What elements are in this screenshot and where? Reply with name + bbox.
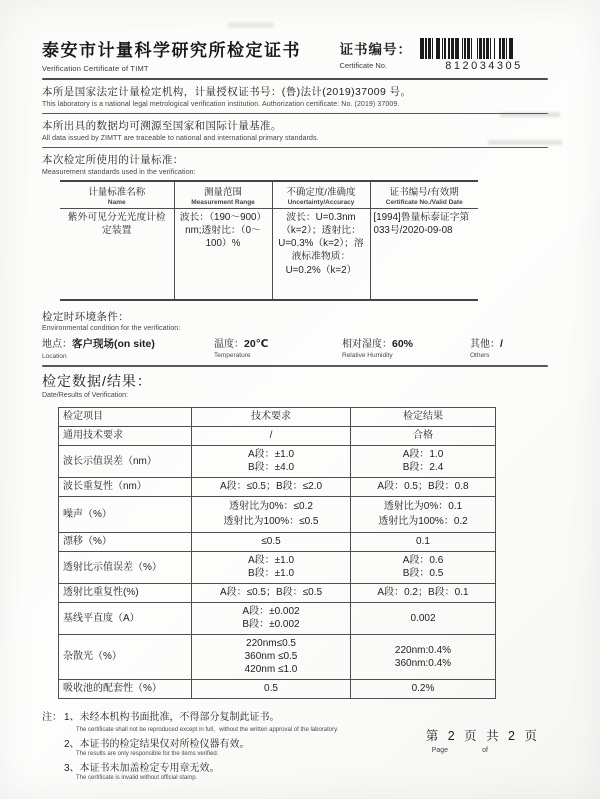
statement-traceability-en: All data issued by ZIMTT are traceable to national and international primary standards. [42,134,319,142]
value-line: 透射比为100%：0.2 [378,516,468,528]
divider [42,113,548,115]
certificate-number-block [340,38,549,72]
standards-col-uncertainty-cn: 不确定度/准确度 [286,186,356,198]
value-line: B段：0.5 [402,568,444,580]
environment-others [470,335,548,360]
value-line: 透射比为0%：≤0.2 [229,501,313,513]
value-line: A段：1.0 [402,449,444,461]
statement-authorization-cn: 本所是国家法定计量检定机构，计量授权证书号：(鲁)法计(2019)37009 号。 [42,86,412,98]
page-indicator-cn: 第 2 页 共 2 页 [425,728,540,743]
result-item: 吸收池的配套性（%） [59,679,192,698]
environment-humidity-text: 60% [392,338,414,351]
results-col-requirement: 技术要求 [192,407,351,426]
standards-table-row [60,208,478,300]
environment-heading-cn: 检定时环境条件： [42,310,130,323]
result-item: 波长重复性（nm） [59,477,192,496]
result-requirement [192,532,351,551]
standards-col-range-cn: 测量范围 [203,186,242,198]
note-en: The results are only responsible for the items verified. [76,750,219,757]
environment-temperature-value [214,335,342,350]
standard-certno-cell: [1994]鲁量标泰证字第033号/2020-09-08 [370,208,478,300]
result-requirement [192,445,351,477]
note-en: The certificate is invalid without official stamp. [76,774,198,781]
certificate-number-value: 812034305 [445,60,523,72]
divider [42,365,548,367]
value-line: 合格 [413,430,433,442]
environment-others-label-en: Others [470,352,490,360]
certificate-number-labels [340,38,413,70]
statement-authorization-en: This laboratory is a national legal metrological verification institution. Authorization certificate: No. (2019) 37009. [42,100,400,108]
environment-location [42,335,214,360]
standards-heading [42,152,548,176]
results-header-row [59,407,496,426]
value-line: / [269,430,273,442]
results-col-result: 检定结果 [351,407,496,426]
environment-location-label-en: Location [42,353,67,361]
standards-heading-cn: 本次检定所使用的计量标准： [42,154,184,167]
environment-heading [42,309,548,333]
result-value [351,634,496,679]
certificate-header [42,36,548,73]
result-value [351,583,496,602]
table-row [59,445,496,477]
certificate-barcode-block [420,38,548,72]
value-line: 0.5 [264,683,278,695]
certificate-barcode [420,38,548,59]
results-table [58,407,496,699]
environment-temperature-label: 温度： [214,339,244,351]
environment-temperature [214,335,342,360]
environment-heading-en: Environmental condition for the verification: [42,325,181,333]
results-col-item: 检定项目 [59,407,192,426]
standards-table [60,180,478,301]
result-requirement [192,551,351,583]
page-indicator [426,726,540,754]
value-line: A段：0.5；B段：0.8 [377,481,469,493]
result-value [351,602,496,634]
environment-values-row [42,335,548,360]
value-line: B段：±4.0 [247,462,295,474]
note-cn: 2、本证书的检定结果仅对所检仪器有效。 [64,738,250,750]
certificate-title-en: Verification Certificate of TIMT [42,64,149,73]
certificate-number-label-cn: 证书编号： [339,42,412,57]
standards-table-header-row [60,181,478,209]
footer-notes [42,708,548,783]
note-cn: 1、未经本机构书面批准，不得部分复制此证书。 [64,711,280,723]
table-row [59,551,496,583]
environment-others-text: / [500,338,503,351]
table-row [59,477,496,496]
table-row [59,679,496,698]
standards-col-certno-en: Certificate No./Valid Date [385,198,463,206]
environment-others-label: 其他： [470,339,500,351]
value-line: A段：±1.0 [247,449,295,461]
value-line: A段：≤0.5；B段：≤0.5 [219,587,323,599]
standards-col-name-cn: 计量标准名称 [88,186,146,198]
statement-traceability-cn: 本所出具的数据均可溯源至国家和国际计量基准。 [42,120,282,133]
institute-title-block [42,36,301,73]
value-line: ≤0.5 [261,536,281,548]
value-line: B段：±0.002 [242,619,300,631]
of-label: of [482,746,488,754]
standards-col-certno-cn: 证书编号/有效期 [389,186,459,198]
table-row [59,426,496,445]
value-line: A段：±1.0 [247,555,295,567]
standards-col-range-en: Measurement Range [191,198,255,206]
value-line: A段：≤0.5；B段：≤2.0 [219,481,323,493]
value-line: A段：0.2；B段：0.1 [377,587,469,599]
result-value [351,532,496,551]
notes-list [64,708,338,783]
table-row [59,496,496,532]
result-requirement [192,602,351,634]
result-requirement [192,496,351,532]
environment-humidity-label: 相对湿度： [342,339,392,351]
scan-artifact [228,22,274,28]
value-line: 透射比为0%：0.1 [383,501,463,513]
result-value [351,426,496,445]
standards-col-name-en: Name [107,198,126,206]
result-item: 透射比重复性(%) [59,583,192,602]
result-value [351,551,496,583]
environment-humidity-value [342,335,470,350]
standards-col-uncertainty [272,181,370,209]
value-line: 220nm≤0.5 [246,638,296,650]
standards-col-uncertainty-en: Uncertainty/Accuracy [287,198,355,206]
table-row [59,532,496,551]
note-item [64,759,338,781]
result-value [351,679,496,698]
divider [42,78,548,80]
value-line: 透射比为100%：≤0.5 [223,516,319,528]
result-item: 透射比示值误差（%） [59,551,192,583]
result-requirement [192,679,351,698]
value-line: 0.1 [416,536,430,548]
standards-col-range [174,181,272,209]
standard-range-cell: 波长：（190～900）nm;透射比：（0～100）% [174,208,272,300]
result-item: 噪声（%） [59,496,192,532]
value-line: 360nm ≤0.5 [244,651,298,663]
result-value [351,477,496,496]
standard-name-cell: 紫外可见分光光度计检定装置 [67,211,166,236]
result-value [351,445,496,477]
results-heading-cn: 检定数据/结果： [42,372,152,389]
standards-col-certno [370,181,478,209]
result-requirement [192,583,351,602]
value-line: A段：0.6 [402,555,444,567]
standards-heading-en: Measurement standards used in the verification: [42,168,196,176]
certificate-number-label-en: Certificate No. [339,61,388,70]
notes-prefix: 注： [42,711,62,723]
standard-uncertainty-cell: 波长：U=0.3nm（k=2）；透射比：U=0.3%（k=2）；溶液标准物质：U=0.2%（k=2） [272,208,370,300]
result-item: 通用技术要求 [59,426,192,445]
certificate-content [42,36,548,783]
statement-authorization [42,84,548,108]
environment-location-label: 地点： [42,339,72,351]
environment-location-value [42,335,214,351]
page-indicator-en [426,747,540,754]
table-row [59,634,496,679]
note-en: The certificate shall not be reproduced except in full，without the written approval of the laboratory. [76,726,339,733]
note-item [64,735,338,757]
standards-col-name [60,181,174,209]
note-cn: 3、本证书未加盖检定专用章无效。 [64,762,220,774]
result-requirement [192,634,351,679]
table-row [59,583,496,602]
page-label: Page [431,746,449,754]
result-item: 波长示值误差（nm） [59,445,192,477]
value-line: 360nm:0.4% [394,657,452,669]
value-line: 0.002 [410,612,436,624]
value-line: 0.2% [411,683,435,695]
value-line: B段：±1.0 [247,568,295,580]
environment-humidity-label-en: Relative Humidity [342,352,393,360]
result-item: 漂移（%） [59,532,192,551]
result-item: 杂散光（%） [59,634,192,679]
divider [42,147,548,149]
value-line: B段：2.4 [402,462,444,474]
environment-humidity [342,335,470,360]
statement-traceability [42,118,548,142]
value-line: A段：±0.002 [242,606,300,618]
environment-location-text: 客户现场(on site) [72,338,155,351]
environment-temperature-text: 20℃ [244,338,269,351]
result-item: 基线平直度（A） [59,602,192,634]
results-heading [42,371,548,399]
results-heading-en: Date/Results of Verification: [42,391,128,399]
environment-temperature-label-en: Temperature [214,352,251,360]
result-requirement [192,477,351,496]
result-value [351,496,496,532]
table-row [59,602,496,634]
certificate-title-cn: 泰安市计量科学研究所检定证书 [42,41,301,60]
result-requirement [192,426,351,445]
environment-others-value [470,335,548,350]
value-line: 220nm:0.4% [394,644,452,656]
note-item [64,708,338,733]
value-line: 420nm ≤1.0 [244,664,298,676]
